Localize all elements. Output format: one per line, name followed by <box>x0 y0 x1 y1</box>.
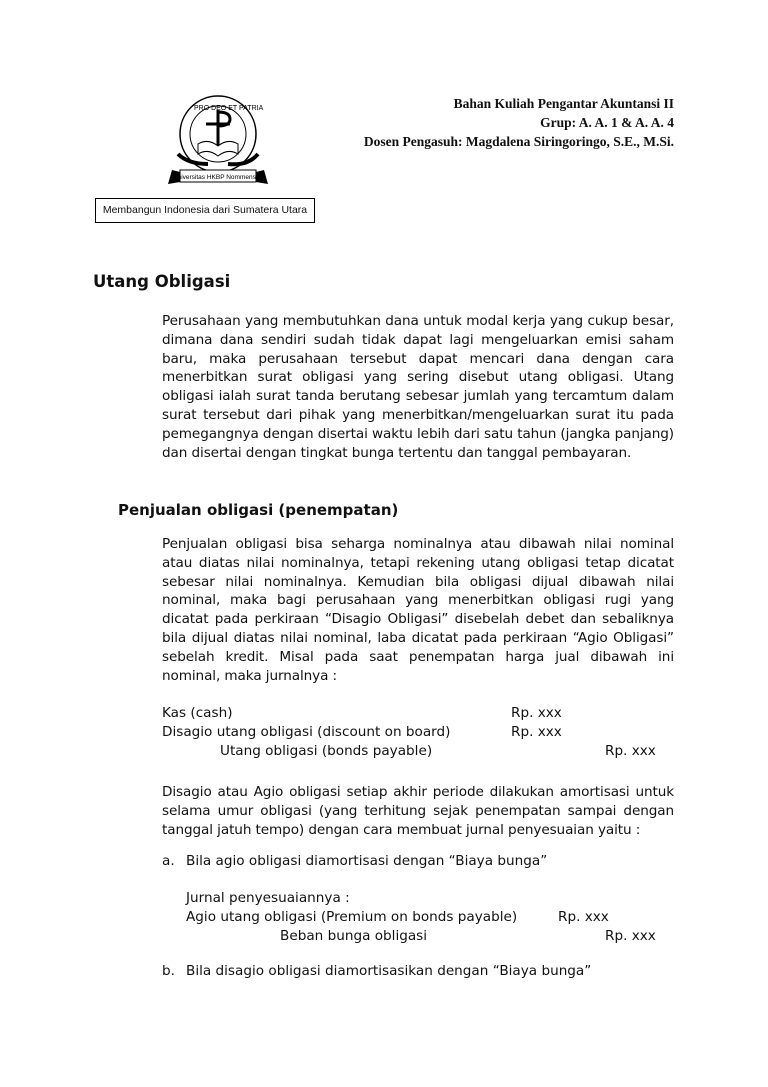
list-marker: b. <box>162 963 175 979</box>
journal-credit: Rp. xxx <box>605 928 656 944</box>
page-title: Utang Obligasi <box>93 272 231 291</box>
university-logo <box>148 92 288 192</box>
course-title: Bahan Kuliah Pengantar Akuntansi II <box>453 96 674 111</box>
course-header <box>364 94 674 151</box>
journal-account: Disagio utang obligasi (discount on board) <box>162 724 451 740</box>
list-item-a: Bila agio obligasi diamortisasi dengan “Biaya bunga” <box>186 853 548 869</box>
journal-debit: Rp. xxx <box>558 909 609 925</box>
journal-credit: Rp. xxx <box>605 743 656 759</box>
journal-debit: Rp. xxx <box>511 724 562 740</box>
journal-account: Agio utang obligasi (Premium on bonds payable) <box>186 909 518 925</box>
university-tagline: Membangun Indonesia dari Sumatera Utara <box>95 198 315 223</box>
journal-account: Beban bunga obligasi <box>280 928 428 944</box>
section-paragraph-1: Penjualan obligasi bisa seharga nominalnya atau dibawah nilai nominal atau diatas nilai nominalnya, tetapi rekening utang obligasi tetap dicatat sebesar nilai nominalnya. Kemudian bila obligasi dijual dibawah nilai nominal, maka bagi perusahaan yang menerbitkan obligasi rugi yang dicatat pada perkiraan “Disagio Obligasi” disebelah debet dan sebaliknya bila dijual diatas nilai nominal, laba dicatat pada perkiraan “Agio Obligasi” sebelah kredit. Misal pada saat penempatan harga jual dibawah ini nominal, maka jurnalnya : <box>162 536 674 684</box>
section-paragraph-2: Disagio atau Agio obligasi setiap akhir periode dilakukan amortisasi untuk selama umur obligasi (yang terhitung sejak penempatan sampai dengan tanggal jatuh tempo) dengan cara membuat jurnal penyesuaian yaitu : <box>162 784 674 838</box>
lecturer-label: Dosen Pengasuh: Magdalena Siringoringo, S.E., M.Si. <box>363 134 674 149</box>
logo-ring-text: PRO DEO ET PATRIA <box>194 105 264 112</box>
journal-account: Utang obligasi (bonds payable) <box>220 743 433 759</box>
journal-debit: Rp. xxx <box>511 705 562 721</box>
journal-label: Jurnal penyesuaiannya : <box>186 890 350 906</box>
section-heading: Penjualan obligasi (penempatan) <box>118 501 399 519</box>
journal-account: Kas (cash) <box>162 705 233 721</box>
list-item-b: Bila disagio obligasi diamortisasikan dengan “Biaya bunga” <box>186 963 592 979</box>
logo-banner-text: Universitas HKBP Nommensen <box>172 174 264 181</box>
intro-paragraph: Perusahaan yang membutuhkan dana untuk modal kerja yang cukup besar, dimana dana sendiri sudah tidak dapat lagi mengeluarkan emisi saham baru, maka perusahaan tersebut dapat mencari dana dengan cara menerbitkan surat obligasi yang sering disebut utang obligasi. Utang obligasi ialah surat tanda berutang sebesar jumlah yang tercamtum dalam surat tersebut dari pihak yang menerbitkan/mengeluarkan surat itu pada pemegangnya dengan disertai waktu lebih dari satu tahun (jangka panjang) dan disertai dengan tingkat bunga tertentu dan tanggal pembayaran. <box>162 313 675 461</box>
list-marker: a. <box>162 853 175 869</box>
group-label: Grup: A. A. 1 & A. A. 4 <box>540 115 674 130</box>
